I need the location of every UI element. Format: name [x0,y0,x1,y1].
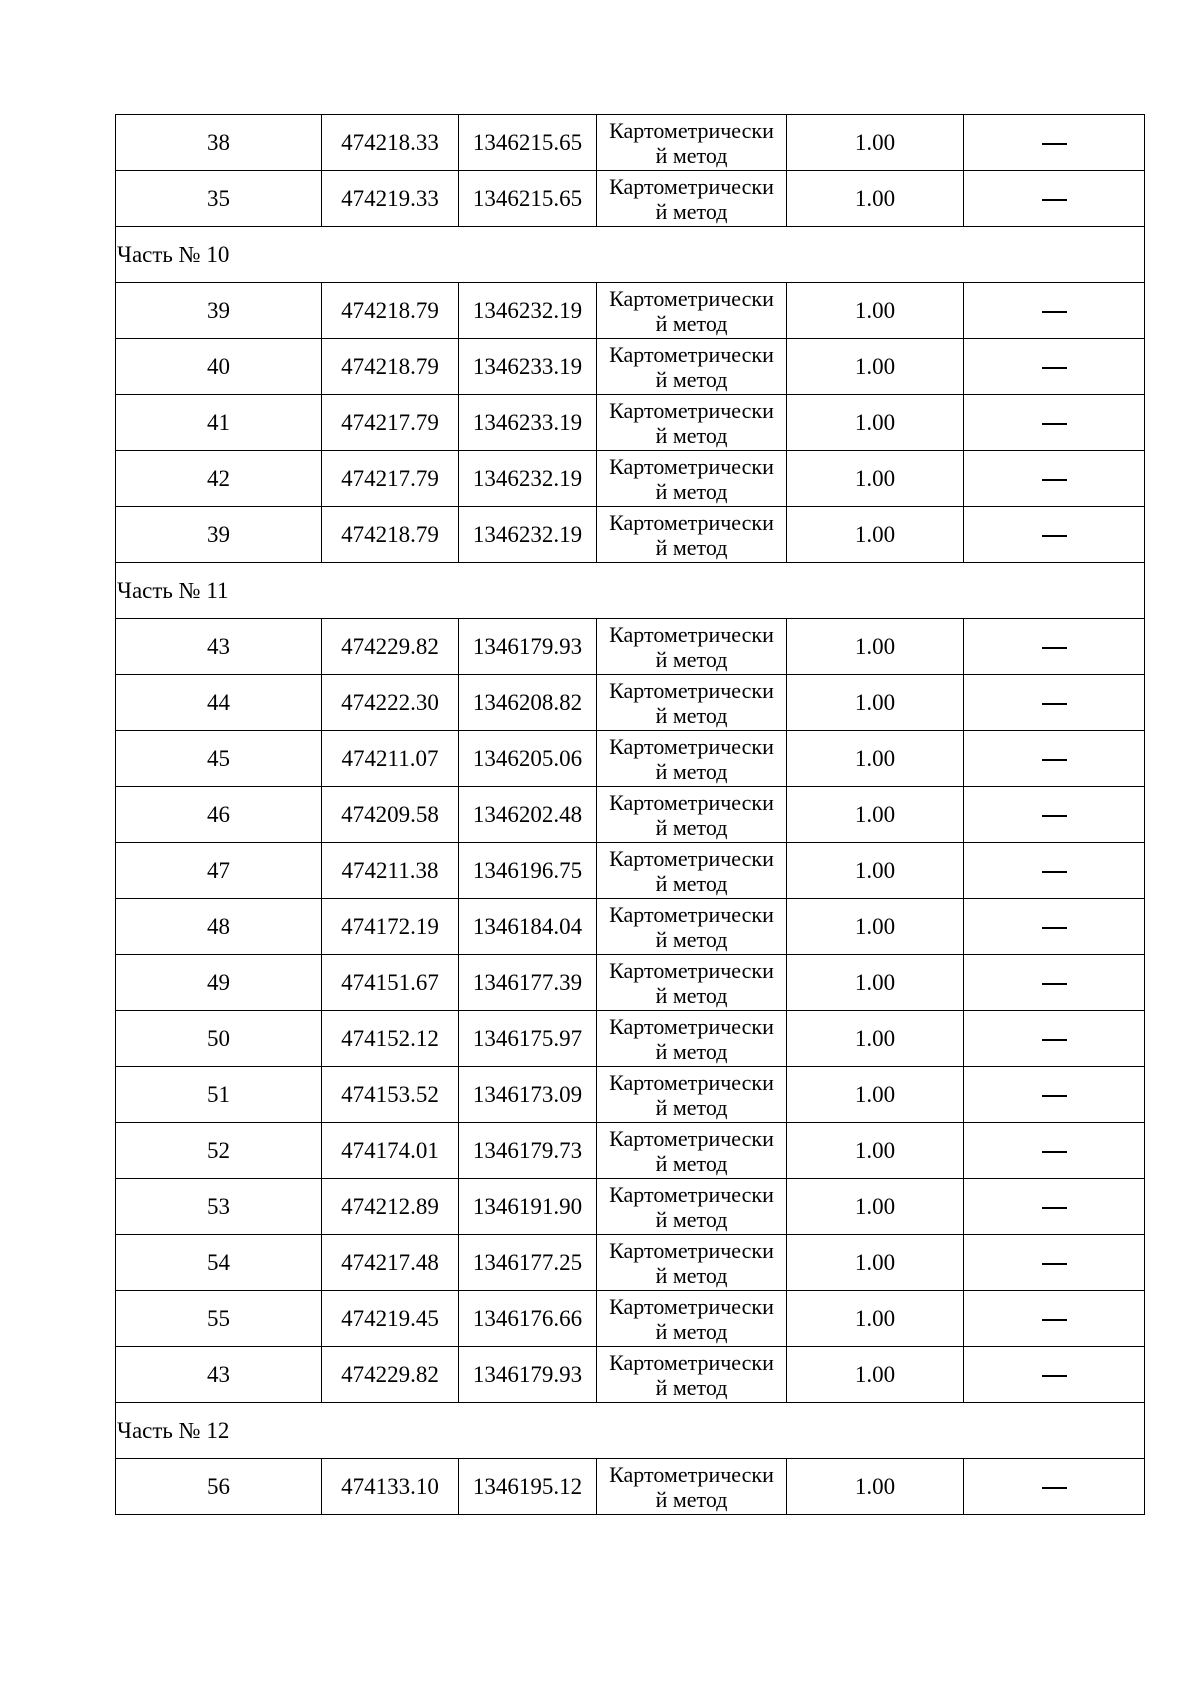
point-number-cell: 45 [116,731,322,787]
point-number-cell: 42 [116,451,322,507]
x-coordinate-cell: 474133.10 [322,1459,459,1515]
empty-dash-icon [1042,1319,1067,1321]
y-coordinate-cell: 1346177.39 [459,955,597,1011]
point-number-cell: 56 [116,1459,322,1515]
x-coordinate-cell: 474217.48 [322,1235,459,1291]
section-label: Часть № 12 [116,1403,1145,1459]
point-number-cell: 43 [116,1347,322,1403]
method-cell [597,1235,787,1291]
table-row [116,339,1145,395]
method-line-1: Картометрически [609,1293,774,1319]
table-row [116,955,1145,1011]
coordinates-table-body [116,115,1145,1515]
note-cell [964,1347,1145,1403]
note-cell [964,731,1145,787]
y-coordinate-cell: 1346196.75 [459,843,597,899]
y-coordinate-cell: 1346215.65 [459,115,597,171]
x-coordinate-cell: 474217.79 [322,395,459,451]
table-row [116,1235,1145,1291]
x-coordinate-cell: 474217.79 [322,451,459,507]
y-coordinate-cell: 1346176.66 [459,1291,597,1347]
method-line-1: Картометрически [609,1013,774,1039]
table-row [116,843,1145,899]
accuracy-cell: 1.00 [787,115,964,171]
method-line-2: й метод [655,646,728,672]
method-cell [597,843,787,899]
empty-dash-icon [1042,1207,1067,1209]
y-coordinate-cell: 1346233.19 [459,339,597,395]
method-line-2: й метод [655,534,728,560]
accuracy-cell: 1.00 [787,451,964,507]
method-line-2: й метод [655,758,728,784]
method-line-1: Картометрически [609,1237,774,1263]
accuracy-cell: 1.00 [787,339,964,395]
x-coordinate-cell: 474152.12 [322,1011,459,1067]
point-number-cell: 47 [116,843,322,899]
empty-dash-icon [1042,647,1067,649]
x-coordinate-cell: 474222.30 [322,675,459,731]
method-cell [597,451,787,507]
empty-dash-icon [1042,927,1067,929]
x-coordinate-cell: 474151.67 [322,955,459,1011]
method-line-1: Картометрически [609,1069,774,1095]
method-line-1: Картометрически [609,397,774,423]
method-cell [597,619,787,675]
note-cell [964,1123,1145,1179]
table-row [116,731,1145,787]
x-coordinate-cell: 474153.52 [322,1067,459,1123]
method-line-2: й метод [655,1374,728,1400]
accuracy-cell: 1.00 [787,1067,964,1123]
y-coordinate-cell: 1346215.65 [459,171,597,227]
method-cell [597,1123,787,1179]
y-coordinate-cell: 1346179.93 [459,619,597,675]
table-row [116,675,1145,731]
method-cell [597,675,787,731]
point-number-cell: 52 [116,1123,322,1179]
y-coordinate-cell: 1346232.19 [459,451,597,507]
note-cell [964,899,1145,955]
method-line-2: й метод [655,1094,728,1120]
note-cell [964,619,1145,675]
empty-dash-icon [1042,143,1067,145]
note-cell [964,451,1145,507]
table-row [116,171,1145,227]
accuracy-cell: 1.00 [787,899,964,955]
coordinates-table [115,114,1145,1515]
x-coordinate-cell: 474174.01 [322,1123,459,1179]
section-row [116,563,1145,619]
empty-dash-icon [1042,983,1067,985]
point-number-cell: 53 [116,1179,322,1235]
method-cell [597,955,787,1011]
empty-dash-icon [1042,535,1067,537]
empty-dash-icon [1042,311,1067,313]
method-line-2: й метод [655,478,728,504]
method-cell [597,507,787,563]
method-line-1: Картометрически [609,845,774,871]
accuracy-cell: 1.00 [787,787,964,843]
method-line-1: Картометрически [609,1461,774,1487]
accuracy-cell: 1.00 [787,1011,964,1067]
x-coordinate-cell: 474211.38 [322,843,459,899]
note-cell [964,507,1145,563]
method-line-1: Картометрически [609,453,774,479]
x-coordinate-cell: 474229.82 [322,1347,459,1403]
y-coordinate-cell: 1346179.93 [459,1347,597,1403]
method-line-1: Картометрически [609,957,774,983]
method-line-2: й метод [655,142,728,168]
accuracy-cell: 1.00 [787,171,964,227]
method-line-2: й метод [655,1486,728,1512]
note-cell [964,1011,1145,1067]
y-coordinate-cell: 1346233.19 [459,395,597,451]
section-label: Часть № 10 [116,227,1145,283]
table-row [116,115,1145,171]
point-number-cell: 39 [116,283,322,339]
table-row [116,1011,1145,1067]
method-line-2: й метод [655,870,728,896]
accuracy-cell: 1.00 [787,955,964,1011]
method-line-2: й метод [655,814,728,840]
table-row [116,1347,1145,1403]
x-coordinate-cell: 474172.19 [322,899,459,955]
point-number-cell: 43 [116,619,322,675]
accuracy-cell: 1.00 [787,283,964,339]
method-cell [597,171,787,227]
table-row [116,1179,1145,1235]
x-coordinate-cell: 474212.89 [322,1179,459,1235]
section-row [116,1403,1145,1459]
method-line-1: Картометрически [609,621,774,647]
accuracy-cell: 1.00 [787,1235,964,1291]
y-coordinate-cell: 1346208.82 [459,675,597,731]
table-row [116,787,1145,843]
method-line-1: Картометрически [609,509,774,535]
y-coordinate-cell: 1346191.90 [459,1179,597,1235]
y-coordinate-cell: 1346175.97 [459,1011,597,1067]
note-cell [964,171,1145,227]
method-cell [597,787,787,843]
x-coordinate-cell: 474229.82 [322,619,459,675]
point-number-cell: 46 [116,787,322,843]
method-cell [597,1179,787,1235]
empty-dash-icon [1042,1263,1067,1265]
empty-dash-icon [1042,1375,1067,1377]
method-line-1: Картометрически [609,341,774,367]
table-row [116,283,1145,339]
x-coordinate-cell: 474219.33 [322,171,459,227]
table-row [116,1123,1145,1179]
method-cell [597,339,787,395]
method-line-2: й метод [655,926,728,952]
method-cell [597,395,787,451]
y-coordinate-cell: 1346173.09 [459,1067,597,1123]
note-cell [964,787,1145,843]
accuracy-cell: 1.00 [787,675,964,731]
accuracy-cell: 1.00 [787,843,964,899]
x-coordinate-cell: 474218.79 [322,507,459,563]
method-cell [597,1011,787,1067]
y-coordinate-cell: 1346184.04 [459,899,597,955]
table-row [116,451,1145,507]
note-cell [964,1291,1145,1347]
method-line-1: Картометрически [609,117,774,143]
method-line-2: й метод [655,982,728,1008]
empty-dash-icon [1042,871,1067,873]
method-line-1: Картометрически [609,285,774,311]
y-coordinate-cell: 1346195.12 [459,1459,597,1515]
note-cell [964,843,1145,899]
point-number-cell: 55 [116,1291,322,1347]
accuracy-cell: 1.00 [787,1459,964,1515]
empty-dash-icon [1042,759,1067,761]
note-cell [964,955,1145,1011]
note-cell [964,115,1145,171]
accuracy-cell: 1.00 [787,1347,964,1403]
table-row [116,395,1145,451]
note-cell [964,1179,1145,1235]
y-coordinate-cell: 1346232.19 [459,507,597,563]
point-number-cell: 48 [116,899,322,955]
table-row [116,619,1145,675]
method-line-2: й метод [655,702,728,728]
method-line-1: Картометрически [609,1125,774,1151]
x-coordinate-cell: 474218.33 [322,115,459,171]
method-line-1: Картометрически [609,173,774,199]
y-coordinate-cell: 1346202.48 [459,787,597,843]
y-coordinate-cell: 1346177.25 [459,1235,597,1291]
section-row [116,227,1145,283]
method-line-2: й метод [655,1318,728,1344]
method-line-1: Картометрически [609,677,774,703]
empty-dash-icon [1042,1487,1067,1489]
empty-dash-icon [1042,703,1067,705]
empty-dash-icon [1042,479,1067,481]
empty-dash-icon [1042,423,1067,425]
point-number-cell: 50 [116,1011,322,1067]
accuracy-cell: 1.00 [787,1179,964,1235]
y-coordinate-cell: 1346232.19 [459,283,597,339]
empty-dash-icon [1042,1095,1067,1097]
point-number-cell: 49 [116,955,322,1011]
point-number-cell: 54 [116,1235,322,1291]
point-number-cell: 38 [116,115,322,171]
note-cell [964,1235,1145,1291]
method-cell [597,1459,787,1515]
section-label: Часть № 11 [116,563,1145,619]
accuracy-cell: 1.00 [787,1291,964,1347]
note-cell [964,339,1145,395]
note-cell [964,395,1145,451]
point-number-cell: 35 [116,171,322,227]
x-coordinate-cell: 474209.58 [322,787,459,843]
accuracy-cell: 1.00 [787,1123,964,1179]
empty-dash-icon [1042,1039,1067,1041]
point-number-cell: 41 [116,395,322,451]
note-cell [964,675,1145,731]
method-cell [597,731,787,787]
x-coordinate-cell: 474218.79 [322,339,459,395]
table-row [116,1459,1145,1515]
accuracy-cell: 1.00 [787,731,964,787]
empty-dash-icon [1042,367,1067,369]
accuracy-cell: 1.00 [787,619,964,675]
method-line-2: й метод [655,1038,728,1064]
point-number-cell: 40 [116,339,322,395]
accuracy-cell: 1.00 [787,507,964,563]
table-row [116,507,1145,563]
method-line-1: Картометрически [609,789,774,815]
x-coordinate-cell: 474219.45 [322,1291,459,1347]
point-number-cell: 51 [116,1067,322,1123]
method-line-1: Картометрически [609,1181,774,1207]
method-line-2: й метод [655,198,728,224]
point-number-cell: 44 [116,675,322,731]
note-cell [964,1459,1145,1515]
note-cell [964,1067,1145,1123]
method-cell [597,899,787,955]
empty-dash-icon [1042,199,1067,201]
y-coordinate-cell: 1346179.73 [459,1123,597,1179]
method-line-2: й метод [655,422,728,448]
method-line-2: й метод [655,310,728,336]
x-coordinate-cell: 474218.79 [322,283,459,339]
y-coordinate-cell: 1346205.06 [459,731,597,787]
method-line-2: й метод [655,1206,728,1232]
x-coordinate-cell: 474211.07 [322,731,459,787]
method-line-1: Картометрически [609,1349,774,1375]
empty-dash-icon [1042,1151,1067,1153]
method-cell [597,283,787,339]
method-line-2: й метод [655,1150,728,1176]
table-row [116,1067,1145,1123]
method-cell [597,1347,787,1403]
point-number-cell: 39 [116,507,322,563]
method-cell [597,1291,787,1347]
method-line-2: й метод [655,366,728,392]
method-cell [597,115,787,171]
empty-dash-icon [1042,815,1067,817]
method-line-2: й метод [655,1262,728,1288]
table-row [116,899,1145,955]
accuracy-cell: 1.00 [787,395,964,451]
method-line-1: Картометрически [609,733,774,759]
method-cell [597,1067,787,1123]
method-line-1: Картометрически [609,901,774,927]
note-cell [964,283,1145,339]
table-row [116,1291,1145,1347]
